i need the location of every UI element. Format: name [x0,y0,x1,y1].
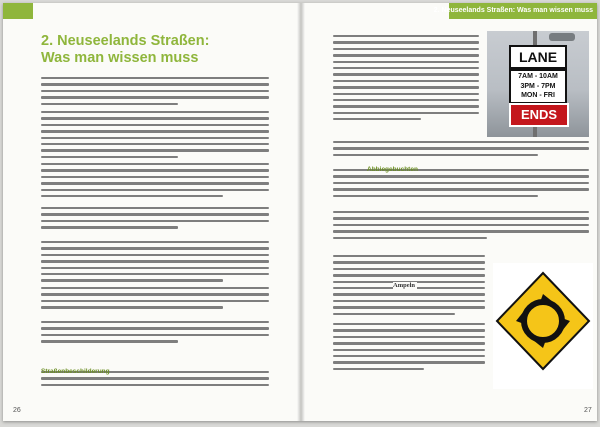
lane-sign-photo [487,31,589,137]
left-page [3,3,301,421]
lane-sign: LANE [509,45,567,69]
page-number: 27 [584,407,592,414]
paragraph-6 [41,287,269,313]
header-accent-bar [433,3,597,19]
ends-sign: ENDS [509,103,569,127]
paragraph-7 [41,321,269,347]
highlight-term: Abbiegebuchten [367,166,418,173]
highlight-term: Straßenbeschilderung [41,368,110,375]
chapter-title-line1: 2. Neuseelands Straßen: [41,33,210,49]
paragraph-2 [41,111,269,162]
street-lamp [549,33,575,41]
paragraph-a [333,141,589,160]
paragraph-e [333,323,485,374]
paragraph-5 [41,241,269,286]
right-page [301,3,597,421]
times-line-2: 3PM - 7PM [520,82,556,90]
column-text-top [333,35,479,124]
running-title: 2. Neuseelands Straßen: Was man wissen muss [433,7,593,14]
page-number: 26 [13,407,21,414]
header-accent-bar [3,3,33,19]
times-sign [509,69,567,104]
times-line-1: 7AM - 10AM [518,73,558,80]
inline-bold-word: Ampeln [393,282,416,289]
paragraph-1 [41,77,269,109]
paragraph-c [333,211,589,243]
roundabout-sign-icon [493,263,593,389]
paragraph-4 [41,207,269,233]
chapter-title-line2: Was man wissen muss [41,50,199,66]
book-spread [3,3,597,421]
times-line-3: MON - FRI [521,92,555,99]
paragraph-3 [41,163,269,201]
roundabout-sign-photo [493,263,593,389]
chapter-title [41,33,209,67]
